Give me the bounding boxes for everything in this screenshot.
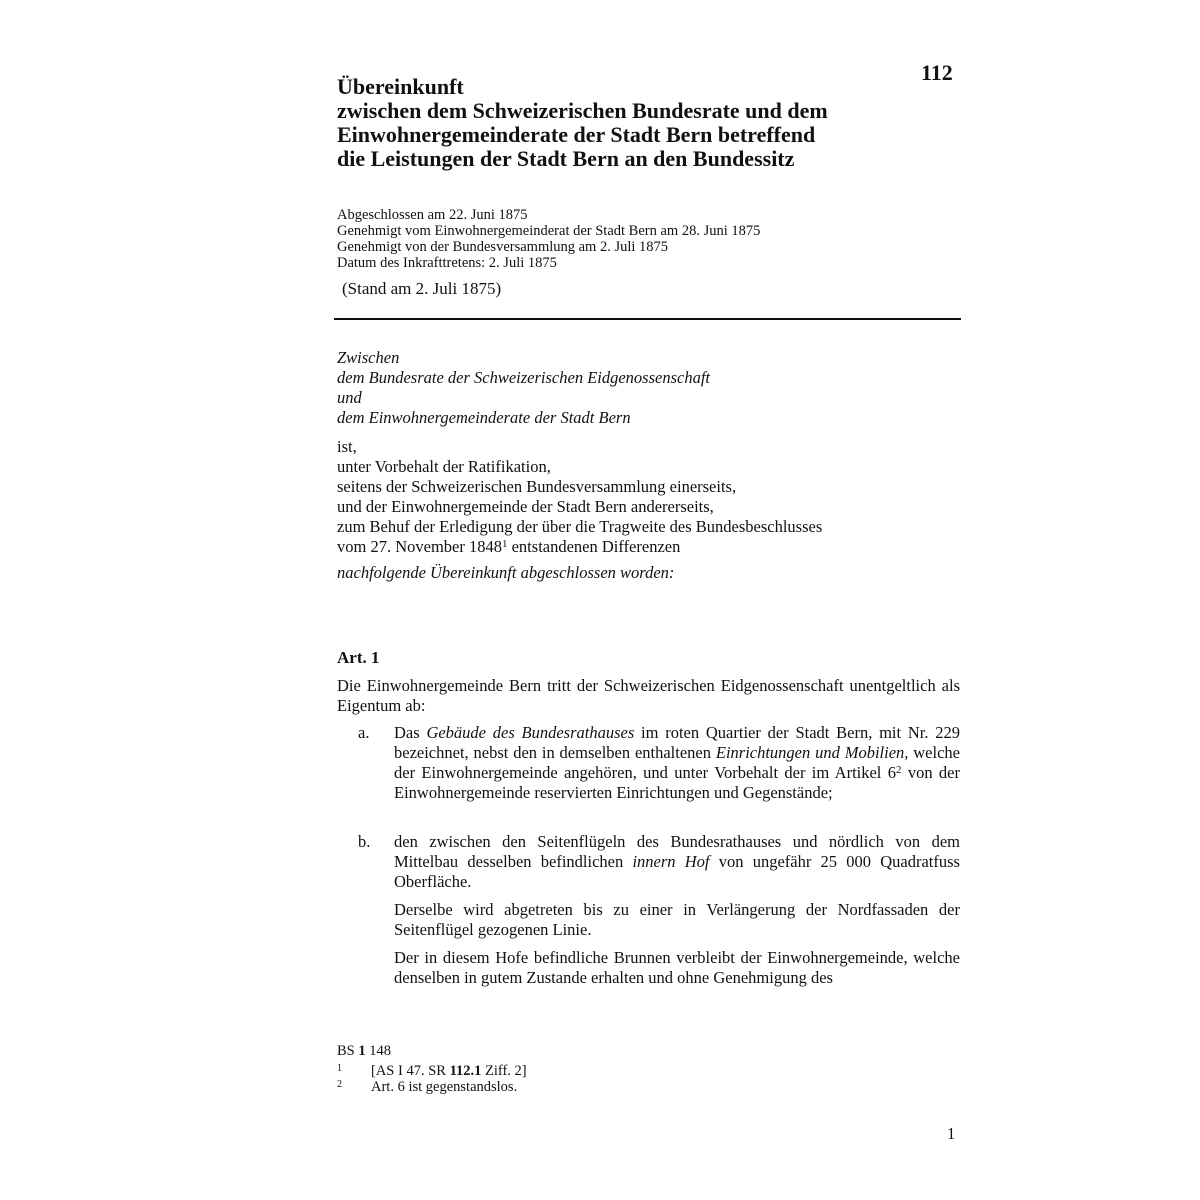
preamble-parties (337, 348, 960, 428)
text-run: von der Einwohnergemeinde reservierten Einrichtungen und Gegenstände; (394, 763, 960, 802)
preamble-line: zum Behuf der Erledigung der über die Tragweite des Bundesbeschlusses (337, 517, 823, 536)
footnote-number: 1 (337, 1063, 342, 1074)
page-number: 1 (947, 1124, 956, 1143)
header-divider (334, 318, 961, 320)
approved-city-date: Genehmigt vom Einwohnergemeinderat der Stadt Bern am 28. Juni 1875 (337, 223, 761, 239)
title-line: die Leistungen der Stadt Bern an den Bundessitz (337, 146, 795, 171)
article-1-heading: Art. 1 (337, 648, 380, 667)
ref-prefix: BS (337, 1043, 359, 1059)
source-reference (337, 1043, 391, 1059)
footnote-number: 2 (337, 1079, 342, 1090)
footnote-text-start: [AS I 47. SR (371, 1063, 450, 1079)
text-run: von ungefähr 25 000 Quadratfuss Oberfläche. (394, 852, 960, 891)
text-run: den zwischen den Seitenflügeln des Bundesrathauses und nördlich von dem Mittelbau desselben befindlichen (394, 832, 960, 871)
footnote-ref-1[interactable]: 1 (501, 538, 508, 550)
title-line: zwischen dem Schweizerischen Bundesrate und dem (337, 98, 828, 123)
footnote-ref-2[interactable]: 2 (895, 764, 902, 776)
emphasis-text: innern Hof (632, 852, 710, 871)
sr-number: 112 (921, 60, 953, 85)
preamble-closing: nachfolgende Übereinkunft abgeschlossen worden: (337, 563, 675, 582)
enactment-metadata (337, 207, 760, 271)
emphasis-text: Einrichtungen und Mobilien, (715, 743, 909, 762)
preamble-line: und (337, 388, 362, 407)
preamble-line (337, 537, 960, 557)
article-1-intro: Die Einwohnergemeinde Bern tritt der Schweizerischen Eidgenossenschaft unentgeltlich als Eigentum ab: (337, 676, 960, 715)
ref-volume: 1 (358, 1043, 366, 1059)
list-item-a (337, 723, 960, 803)
preamble-line-start: vom 27. November 1848 (337, 537, 502, 556)
status-date: (Stand am 2. Juli 1875) (342, 279, 502, 298)
document-title (337, 75, 927, 171)
preamble-line: unter Vorbehalt der Ratifikation, (337, 457, 551, 476)
preamble-line: ist, (337, 437, 357, 456)
preamble-line: seitens der Schweizerischen Bundesversammlung einerseits, (337, 477, 737, 496)
preamble-text (337, 437, 960, 557)
preamble-line: dem Bundesrate der Schweizerischen Eidgenossenschaft (337, 368, 711, 387)
list-item-b (337, 832, 960, 988)
list-item-text (394, 832, 960, 988)
concluded-date: Abgeschlossen am 22. Juni 1875 (337, 207, 528, 223)
list-marker: a. (358, 723, 370, 742)
text-run: Das (394, 723, 427, 742)
preamble-line: Zwischen (337, 348, 400, 367)
footnote-text (371, 1063, 527, 1079)
footnote-sr-number: 112.1 (449, 1063, 482, 1079)
list-marker: b. (358, 832, 371, 851)
ref-page: 148 (365, 1043, 391, 1059)
preamble-line: dem Einwohnergemeinderate der Stadt Bern (337, 408, 631, 427)
footnote-text-end: Ziff. 2] (481, 1063, 527, 1079)
preamble-line-end: entstandenen Differenzen (507, 537, 681, 556)
emphasis-text: Gebäude des Bundesrathauses (426, 723, 635, 742)
approved-federal-date: Genehmigt von der Bundesversammlung am 2. Juli 1875 (337, 239, 669, 255)
list-item-paragraph: Derselbe wird abgetreten bis zu einer in Verlängerung der Nordfassaden der Seitenflügel gezogenen Linie. (394, 900, 960, 939)
list-item-paragraph: Der in diesem Hofe befindliche Brunnen verbleibt der Einwohnergemeinde, welche denselben in gutem Zustande erhalten und ohne Genehmigung des (394, 948, 960, 987)
title-line: Einwohnergemeinderate der Stadt Bern betreffend (337, 122, 816, 147)
footnote-text: Art. 6 ist gegenstandslos. (371, 1079, 518, 1095)
preamble-line: und der Einwohnergemeinde der Stadt Bern andererseits, (337, 497, 714, 516)
text-run: welche der Einwohnergemeinde angehören, und unter Vorbehalt der im Artikel 6 (394, 743, 960, 782)
text-run: im roten Quartier der Stadt Bern, mit Nr. 229 bezeichnet, nebst den in demselben enthaltenen (394, 723, 960, 762)
title-line: Übereinkunft (337, 74, 464, 99)
list-item-text (394, 723, 960, 803)
entry-into-force-date: Datum des Inkrafttretens: 2. Juli 1875 (337, 255, 557, 271)
